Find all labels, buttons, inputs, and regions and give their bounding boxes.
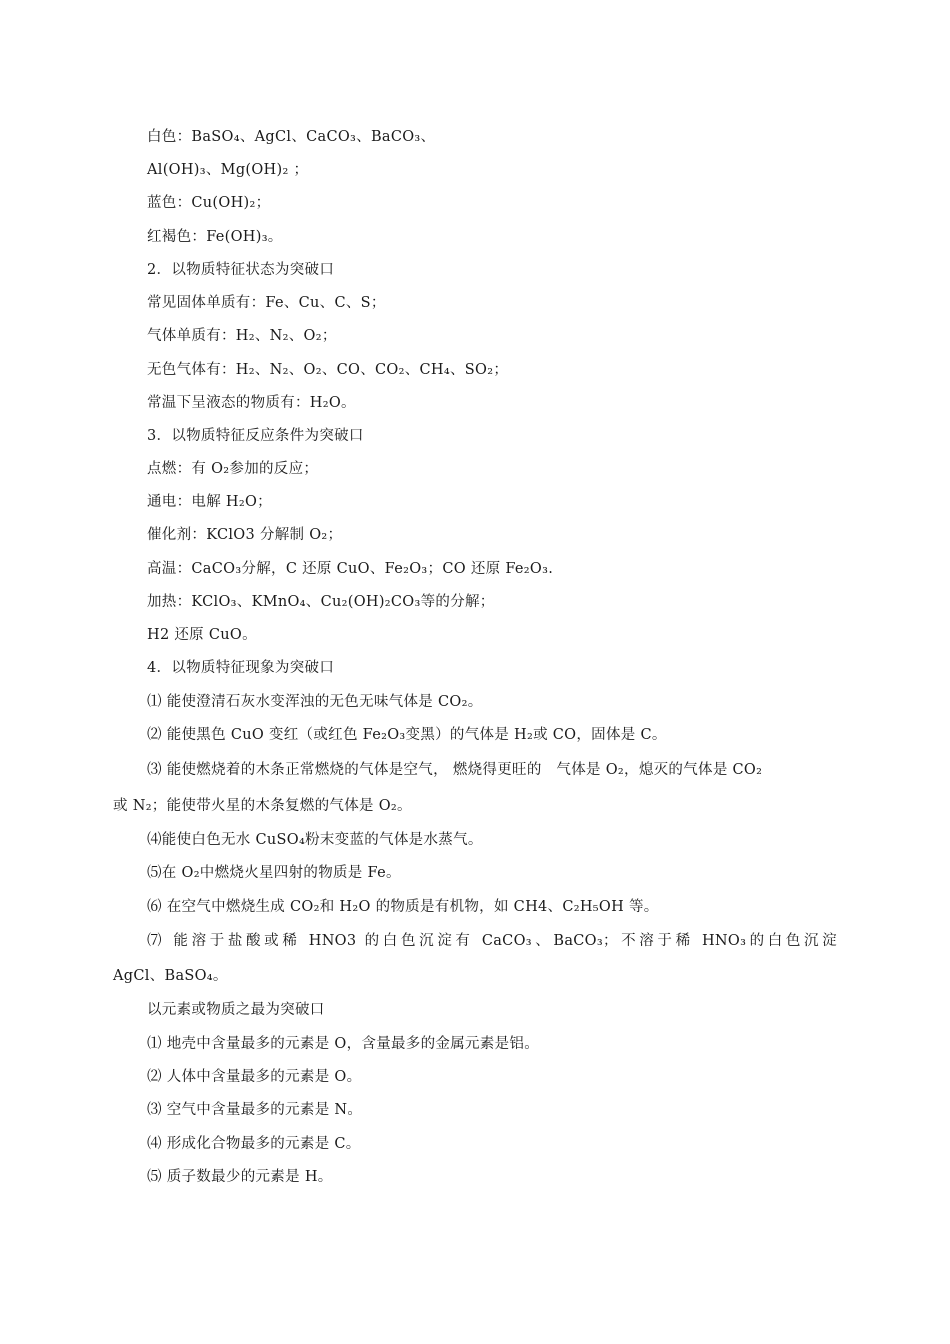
text-line: 常见固体单质有：Fe、Cu、C、S； [147, 295, 386, 311]
section-heading: 2．以物质特征状态为突破口 [147, 262, 335, 278]
text-line: 通电：电解 H₂O； [147, 494, 272, 510]
list-item: ⑸ 质子数最少的元素是 H。 [147, 1169, 333, 1185]
text-line: H2 还原 CuO。 [147, 627, 257, 643]
text-line: 气体单质有：H₂、N₂、O₂； [147, 328, 337, 344]
list-item: ⑵ 能使黑色 CuO 变红（或红色 Fe₂O₃变黑）的气体是 H₂或 CO，固体是 C。 [147, 727, 667, 743]
list-item: ⑶ 空气中含量最多的元素是 N。 [147, 1102, 363, 1118]
list-item: ⑶ 能使燃烧着的木条正常燃烧的气体是空气， 燃烧得更旺的 气体是 O₂，熄灭的气体是 CO₂ [147, 762, 763, 778]
text-line: Al(OH)₃、Mg(OH)₂ ； [147, 162, 309, 178]
section-heading: 4．以物质特征现象为突破口 [147, 660, 335, 676]
list-item: ⑷ 形成化合物最多的元素是 C。 [147, 1136, 361, 1152]
text-line: 点燃：有 O₂参加的反应； [147, 461, 319, 477]
text-line: 蓝色：Cu(OH)₂； [147, 195, 271, 211]
section-heading: 以元素或物质之最为突破口 [147, 1002, 325, 1018]
list-item-continuation: 或 N₂；能使带火星的木条复燃的气体是 O₂。 [113, 798, 412, 814]
text-line: 白色：BaSO₄、AgCl、CaCO₃、BaCO₃、 [147, 129, 436, 145]
list-item: ⑴ 能使澄清石灰水变浑浊的无色无味气体是 CO₂。 [147, 694, 483, 710]
text-line: 红褐色：Fe(OH)₃。 [147, 229, 283, 245]
text-line: 高温：CaCO₃分解，C 还原 CuO、Fe₂O₃；CO 还原 Fe₂O₃. [147, 561, 554, 577]
list-item: ⑸在 O₂中燃烧火星四射的物质是 Fe。 [147, 865, 401, 881]
list-item: ⑹ 在空气中燃烧生成 CO₂和 H₂O 的物质是有机物，如 CH4、C₂H₅OH 等。 [147, 899, 659, 915]
text-line: 加热：KClO₃、KMnO₄、Cu₂(OH)₂CO₃等的分解； [147, 594, 495, 610]
list-item: ⑵ 人体中含量最多的元素是 O。 [147, 1069, 362, 1085]
list-item: ⑺ 能溶于盐酸或稀 HNO3 的白色沉淀有 CaCO₃、BaCO₃；不溶于稀 HNO₃的白色沉淀 [147, 933, 837, 949]
section-heading: 3．以物质特征反应条件为突破口 [147, 428, 364, 444]
list-item: ⑴ 地壳中含量最多的元素是 O，含量最多的金属元素是铝。 [147, 1036, 540, 1052]
list-item-continuation: AgCl、BaSO₄。 [113, 968, 228, 984]
text-line: 催化剂：KClO3 分解制 O₂； [147, 527, 343, 543]
text-line: 常温下呈液态的物质有：H₂O。 [147, 395, 356, 411]
text-line: 无色气体有：H₂、N₂、O₂、CO、CO₂、CH₄、SO₂； [147, 362, 509, 378]
list-item: ⑷能使白色无水 CuSO₄粉末变蓝的气体是水蒸气。 [147, 832, 483, 848]
